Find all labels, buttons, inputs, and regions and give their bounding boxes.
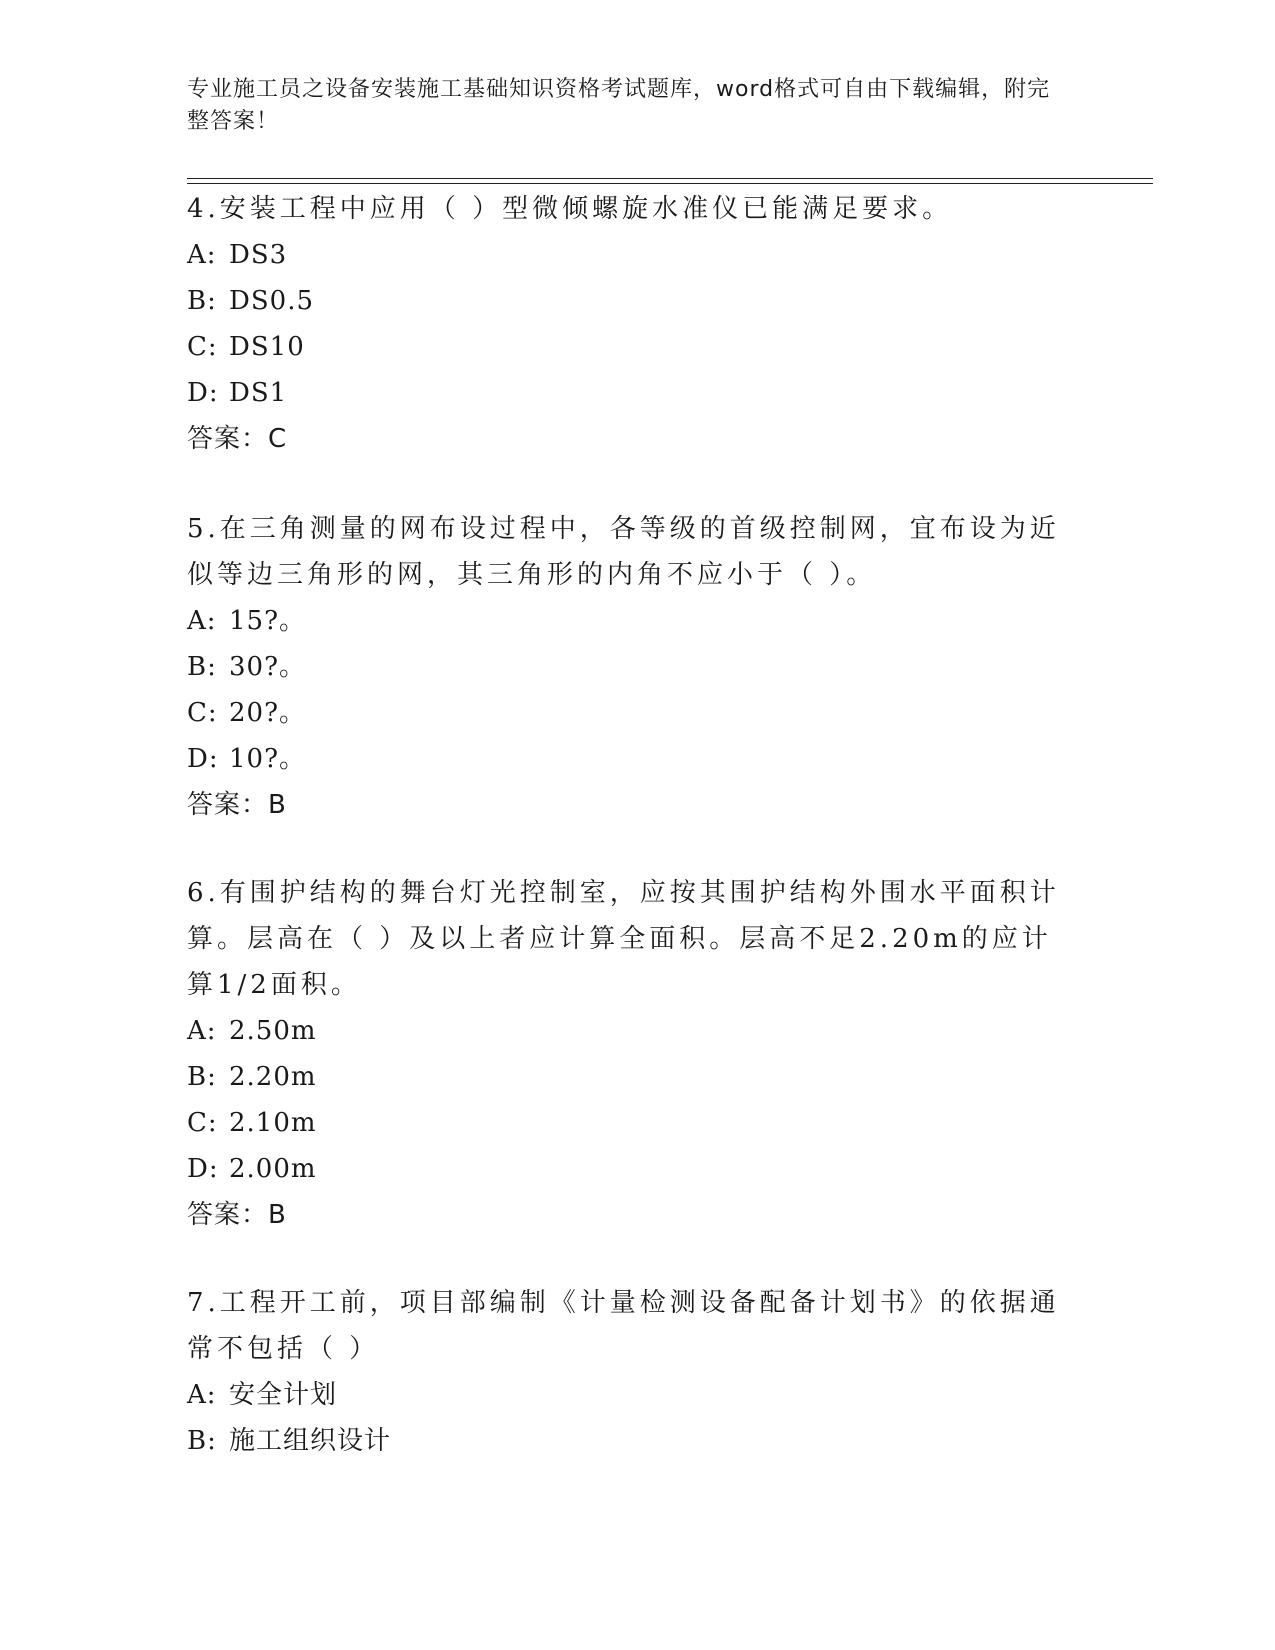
option-text: DS3: [229, 240, 288, 270]
option-text: 15?。: [229, 606, 307, 636]
option-letter: D:: [187, 378, 219, 408]
option-b: [187, 1054, 1067, 1100]
option-text: 2.20m: [229, 1062, 317, 1092]
option-text: 20?。: [229, 698, 307, 728]
option-text: 10?。: [229, 744, 307, 774]
option-letter: C:: [187, 1108, 218, 1138]
option-letter: B:: [187, 1062, 217, 1092]
option-a: [187, 232, 1067, 278]
answer: 答案：C: [187, 424, 288, 454]
option-letter: D:: [187, 1154, 219, 1184]
answer: 答案：B: [187, 790, 287, 820]
question-5: [187, 506, 1067, 828]
option-letter: A:: [187, 606, 217, 636]
option-text: 施工组织设计: [229, 1426, 392, 1456]
option-text: DS1: [229, 378, 288, 408]
option-text: 2.50m: [229, 1016, 317, 1046]
option-letter: B:: [187, 1426, 217, 1456]
answer: 答案：B: [187, 1200, 287, 1230]
option-b: [187, 644, 1067, 690]
question-stem: 7.工程开工前，项目部编制《计量检测设备配备计划书》的依据通常不包括（ ）: [187, 1288, 1060, 1364]
option-d: [187, 370, 1067, 416]
option-c: [187, 324, 1067, 370]
question-stem: 4.安装工程中应用（ ）型微倾螺旋水准仪已能满足要求。: [187, 194, 953, 224]
question-7: [187, 1280, 1067, 1464]
option-letter: C:: [187, 698, 218, 728]
question-4: [187, 186, 1067, 462]
option-text: 2.00m: [229, 1154, 317, 1184]
question-stem: 5.在三角测量的网布设过程中，各等级的首级控制网，宜布设为近似等边三角形的网，其三角形的内角不应小于（ ）。: [187, 514, 1060, 590]
option-text: DS10: [229, 332, 305, 362]
option-b: [187, 278, 1067, 324]
option-text: 2.10m: [229, 1108, 317, 1138]
option-c: [187, 1100, 1067, 1146]
header-rule-bottom: [187, 183, 1153, 184]
header-rule-top: [187, 178, 1153, 179]
question-stem: 6.有围护结构的舞台灯光控制室，应按其围护结构外围水平面积计算。层高在（ ）及以上者应计算全面积。层高不足2.20m的应计算1/2面积。: [187, 878, 1060, 1000]
option-letter: B:: [187, 652, 217, 682]
option-letter: A:: [187, 240, 217, 270]
option-letter: D:: [187, 744, 219, 774]
option-text: 30?。: [229, 652, 307, 682]
option-letter: C:: [187, 332, 218, 362]
option-d: [187, 1146, 1067, 1192]
option-d: [187, 736, 1067, 782]
option-text: 安全计划: [229, 1380, 338, 1410]
option-a: [187, 1008, 1067, 1054]
document-header: 专业施工员之设备安装施工基础知识资格考试题库，word格式可自由下载编辑，附完整答案！: [187, 77, 1051, 134]
option-text: DS0.5: [229, 286, 315, 316]
option-letter: A:: [187, 1380, 217, 1410]
option-b: [187, 1418, 1067, 1464]
option-letter: A:: [187, 1016, 217, 1046]
option-a: [187, 1372, 1067, 1418]
question-6: [187, 870, 1067, 1238]
option-letter: B:: [187, 286, 217, 316]
option-a: [187, 598, 1067, 644]
option-c: [187, 690, 1067, 736]
